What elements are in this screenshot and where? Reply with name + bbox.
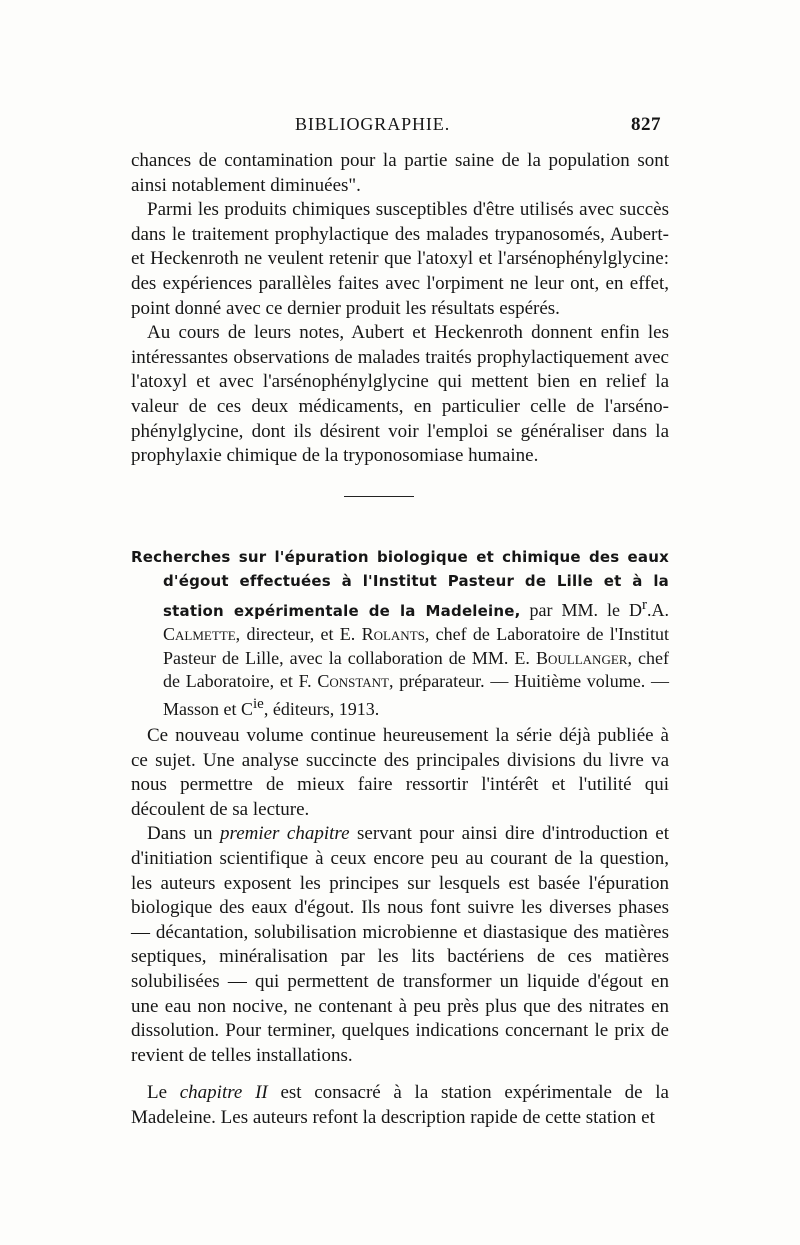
author-boullanger: Boullanger [536,647,628,668]
top-section [131,149,669,469]
author-constant: Constant [317,671,389,692]
paragraph-prophylactic-products: Parmi les produits chimiques susceptibles d'être utilisés avec succès dans le traitement prophylactique des malades trypanosomés, Aubert-et Heckenroth ne veulent retenir que l'atoxyl et l'arsénophénylglycine: des expériences parallèles faites avec l'orpiment ne leur ont, en effet, point donné avec ce dernier produit les résultats espérés. [131,199,669,319]
running-title: BIBLIOGRAPHIE. [295,114,451,134]
bibliography-entry [131,545,669,722]
entry-title: Recherches sur l'épuration biologique et chimique des eaux d'égout effectuées à l'Institut Pasteur de Lille et à la station expérimentale de la Madeleine, [131,548,669,620]
section-divider [344,496,414,497]
chapter-one-label: premier chapitre [220,823,350,845]
review-section [131,724,669,1068]
chapter-two-label: chapitre II [179,1082,268,1103]
paragraph-chapter-one: Dans un premier chapitre servant pour ainsi dire d'introduction et d'initiation scientifique à ceux encore peu au courant de la question, les auteurs exposent les principes sur lesquels est basée l'épuration biologique des eaux d'égout. Ils nous font suivre les diverses phases — décantation, solubilisation microbienne et diastasique des matières septiques, minéralisation par les lits bactériens de ces matières solubilisées — qui permettent de transformer un liquide d'égout en une eau non nocive, ne contenant à peu près plus que des nitrates en dissolution. Pour terminer, quelques indications concernant le prix de revient de telles installations. [131,823,669,1066]
author-calmette: Calmette [163,624,236,645]
page-header [0,114,800,138]
entry-citation: Recherches sur l'épuration biologique et chimique des eaux d'égout effectuées à l'Institut Pasteur de Lille et à la station expérimentale de la Madeleine, par MM. le $D^r.A$. Calmette, directeur, et E. Rolants, chef de Laboratoire de l'Institut Pasteur de Lille, avec la collaboration de MM. E. Boullanger, chef de Laboratoire, et F. Constant, préparateur. — Huitième volume. — Masson et $C^{ie}$, éditeurs, 1913. [131,548,669,720]
paragraph-review-intro: Ce nouveau volume continue heureusement la série déjà publiée à ce sujet. Une analyse succincte des principales divisions du livre va nous permettre de mieux faire ressortir l'intérêt et l'utilité qui découlent de sa lecture. [131,725,669,820]
paragraph-observations: Au cours de leurs notes, Aubert et Heckenroth donnent enfin les intéressantes observations de malades traités prophylactiquement avec l'atoxyl et avec l'arsénophénylglycine qui mettent bien en relief la valeur de ces deux médicaments, en particulier celle de l'arséno-phénylglycine, dont ils désirent voir l'emploi se généraliser dans la prophylaxie chimique de la tryponosomiase humaine. [131,322,669,467]
closing-section [131,1081,669,1130]
page-number: 827 [631,114,661,135]
paragraph-chapter-two: Le chapitre II est consacré à la station expérimentale de la Madeleine. Les auteurs refont la description rapide de cette station et [131,1082,669,1128]
author-rolants: Rolants [361,624,425,645]
paragraph-continuation: chances de contamination pour la partie saine de la population sont ainsi notablement diminuées". [131,150,669,196]
